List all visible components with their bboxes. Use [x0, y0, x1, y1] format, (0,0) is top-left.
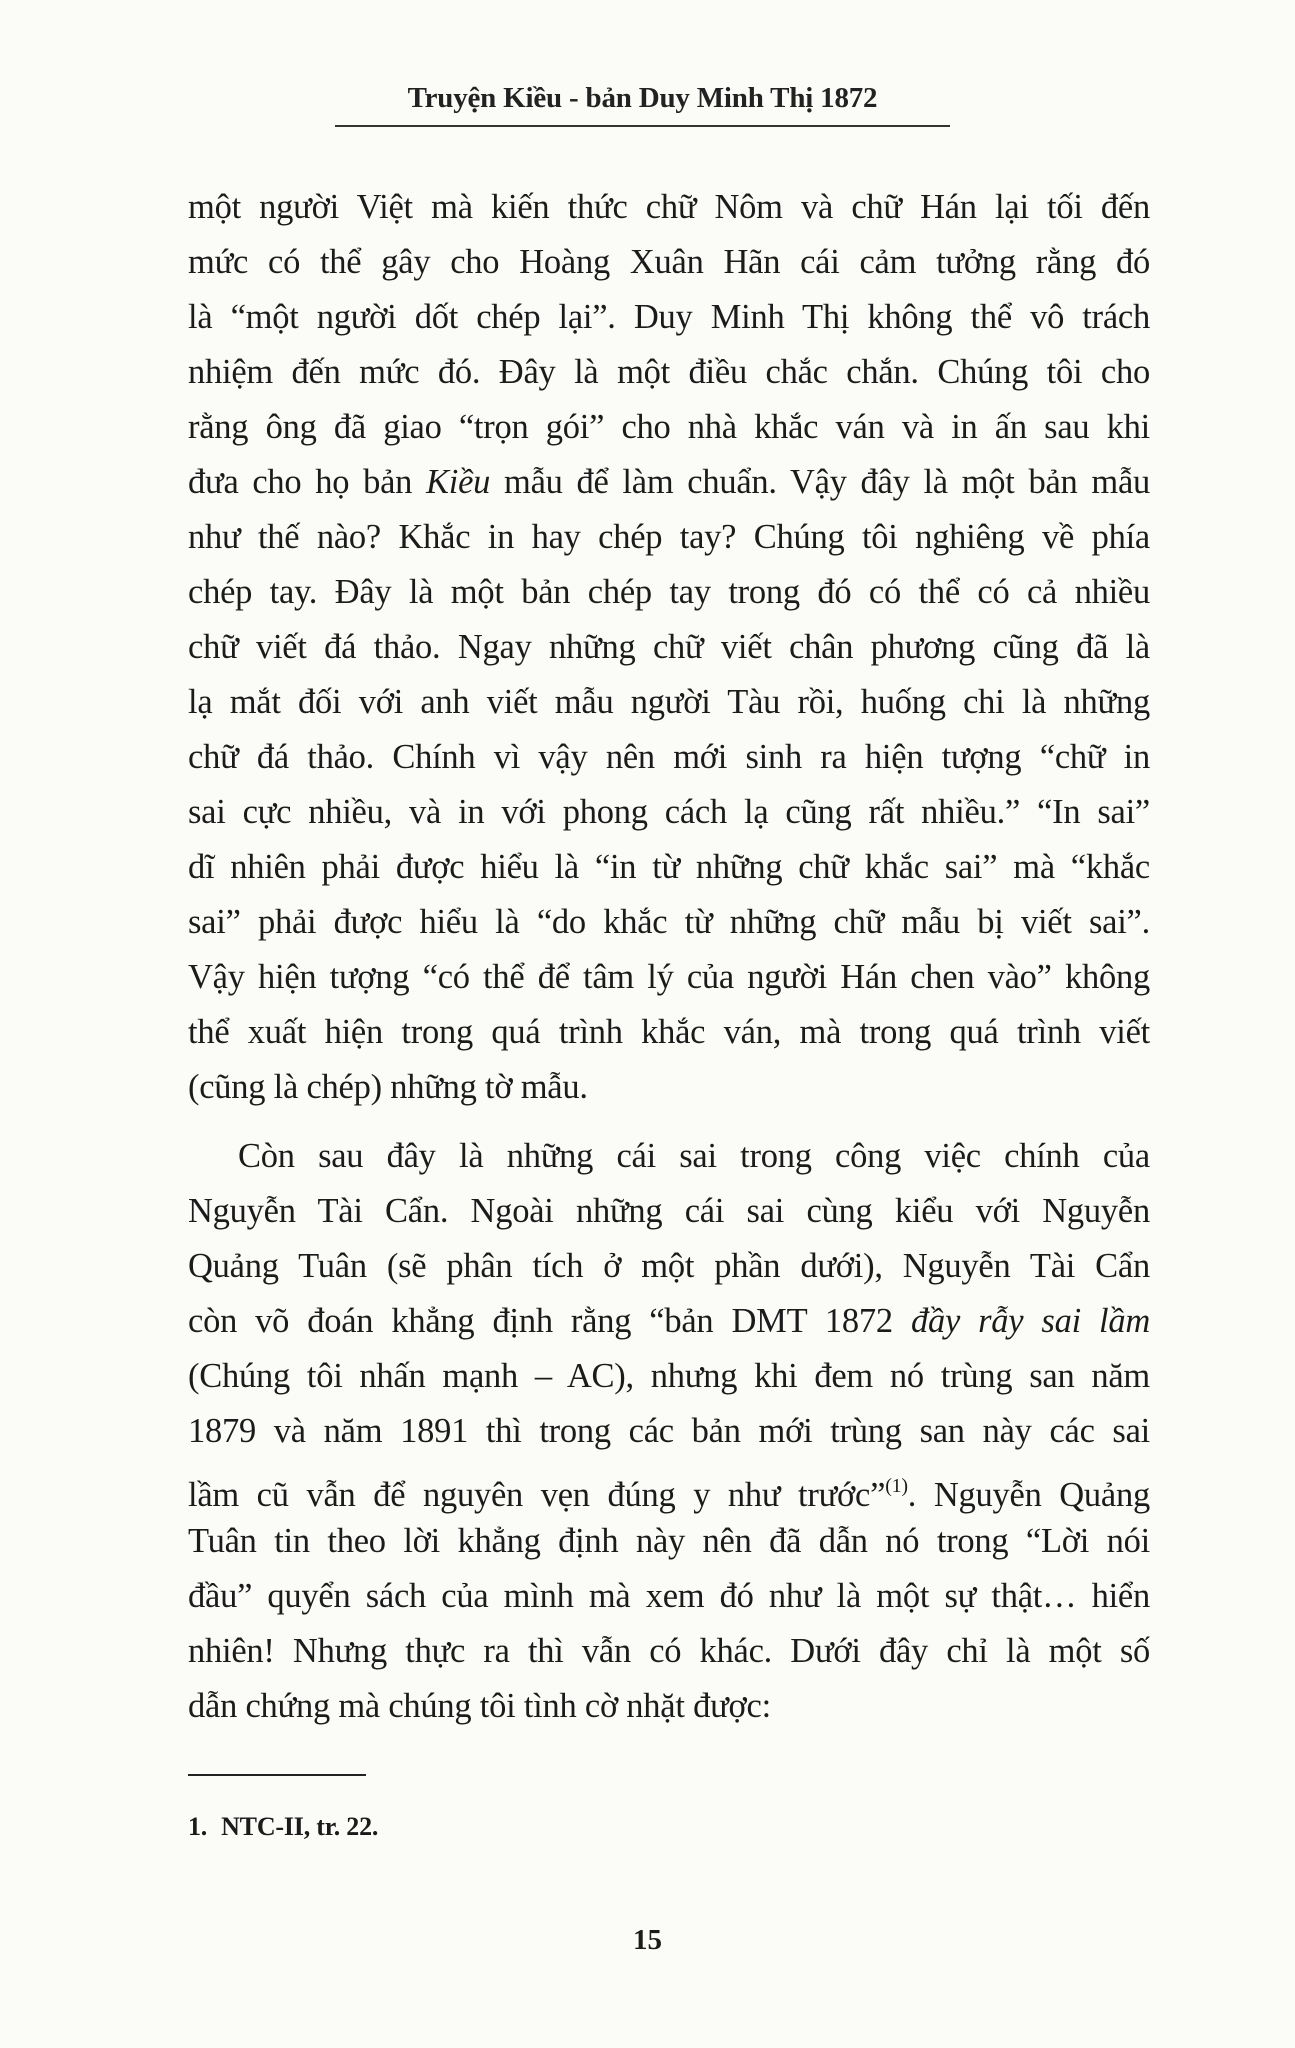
text-segment: Nguyễn Tài Cẩn. Ngoài những cái sai cùng kiểu với Nguyễn [188, 1192, 1150, 1230]
text-line [188, 1294, 1150, 1349]
text-segment: Quảng Tuân (sẽ phân tích ở một phần dưới), Nguyễn Tài Cẩn [188, 1247, 1150, 1285]
text-line [188, 510, 1150, 565]
text-line [188, 840, 1150, 895]
text-segment: nhiên! Nhưng thực ra thì vẫn có khác. Dưới đây chỉ là một số [188, 1632, 1150, 1670]
text-line [188, 620, 1150, 675]
text-line [188, 1239, 1150, 1294]
text-line [188, 1514, 1150, 1569]
footnote-number: 1. [188, 1812, 208, 1841]
text-segment: 1879 và năm 1891 thì trong các bản mới trùng san này các sai [188, 1412, 1150, 1450]
text-line [188, 1184, 1150, 1239]
footnote-rule [188, 1774, 366, 1776]
text-segment: mẫu để làm chuẩn. Vậy đây là một bản mẫu [490, 463, 1151, 501]
text-segment: chép tay. Đây là một bản chép tay trong đó có thể có cả nhiều [188, 573, 1150, 611]
text-line [188, 455, 1150, 510]
italic-text: đầy rẫy sai lầm [910, 1302, 1150, 1340]
text-segment: chữ viết đá thảo. Ngay những chữ viết chân phương cũng đã là [188, 628, 1150, 666]
text-segment: mức có thể gây cho Hoàng Xuân Hãn cái cảm tưởng rằng đó [188, 243, 1150, 281]
page-number: 15 [633, 1924, 662, 1956]
text-line [188, 180, 1150, 235]
header-rule [335, 125, 950, 127]
text-segment: Tuân tin theo lời khẳng định này nên đã dẫn nó trong “Lời nói [188, 1522, 1150, 1560]
footnote [188, 1812, 378, 1842]
text-line [188, 675, 1150, 730]
text-segment: lầm cũ vẫn để nguyên vẹn đúng y như trước” [188, 1476, 886, 1514]
text-segment: Vậy hiện tượng “có thể để tâm lý của người Hán chen vào” không [188, 958, 1150, 996]
text-line [188, 1005, 1150, 1060]
text-line [188, 1060, 1150, 1115]
text-line [188, 290, 1150, 345]
text-line [188, 235, 1150, 290]
text-line [188, 1129, 1150, 1184]
text-line [188, 785, 1150, 840]
text-segment: nhiệm đến mức đó. Đây là một điều chắc chắn. Chúng tôi cho [188, 353, 1150, 391]
text-line [188, 1459, 1150, 1514]
text-segment: một người Việt mà kiến thức chữ Nôm và chữ Hán lại tối đến [188, 188, 1150, 226]
text-line [188, 1679, 1150, 1734]
running-header-title: Truyện Kiều - bản Duy Minh Thị 1872 [407, 82, 878, 114]
text-line [188, 895, 1150, 950]
text-segment: Còn sau đây là những cái sai trong công việc chính của [238, 1137, 1150, 1175]
text-segment: sai” phải được hiểu là “do khắc từ những chữ mẫu bị viết sai”. [188, 903, 1150, 941]
text-segment: còn võ đoán khẳng định rằng “bản DMT 1872 [188, 1302, 911, 1340]
text-segment: đầu” quyển sách của mình mà xem đó như là một sự thật… hiển [188, 1577, 1150, 1615]
italic-text: Kiều [426, 463, 491, 501]
text-segment: . Nguyễn Quảng [907, 1476, 1150, 1514]
footnote-reference: (1) [885, 1475, 908, 1497]
text-line [188, 565, 1150, 620]
text-segment: chữ đá thảo. Chính vì vậy nên mới sinh ra hiện tượng “chữ in [188, 738, 1150, 776]
paragraph [188, 1129, 1150, 1734]
text-line [188, 950, 1150, 1005]
text-line [188, 400, 1150, 455]
paragraph [188, 180, 1150, 1115]
text-line [188, 1569, 1150, 1624]
text-line [188, 1624, 1150, 1679]
text-line [188, 730, 1150, 785]
text-line [188, 345, 1150, 400]
text-segment: rằng ông đã giao “trọn gói” cho nhà khắc ván và in ấn sau khi [188, 408, 1150, 446]
text-segment: (cũng là chép) những tờ mẫu. [188, 1068, 588, 1106]
text-segment: dẫn chứng mà chúng tôi tình cờ nhặt được: [188, 1687, 771, 1725]
text-segment: thể xuất hiện trong quá trình khắc ván, mà trong quá trình viết [188, 1013, 1150, 1051]
text-segment: lạ mắt đối với anh viết mẫu người Tàu rồi, huống chi là những [188, 683, 1150, 721]
text-line [188, 1349, 1150, 1404]
text-line [188, 1404, 1150, 1459]
body-text [188, 180, 1150, 1748]
text-segment: là “một người dốt chép lại”. Duy Minh Thị không thể vô trách [188, 298, 1150, 336]
text-segment: dĩ nhiên phải được hiểu là “in từ những chữ khắc sai” mà “khắc [188, 848, 1150, 886]
text-segment: đưa cho họ bản [188, 463, 427, 501]
text-segment: (Chúng tôi nhấn mạnh – AC), nhưng khi đem nó trùng san năm [188, 1357, 1150, 1395]
footnote-text: NTC-II, tr. 22. [221, 1812, 379, 1841]
text-segment: sai cực nhiều, và in với phong cách lạ cũng rất nhiều.” “In sai” [188, 793, 1150, 831]
text-segment: như thế nào? Khắc in hay chép tay? Chúng tôi nghiêng về phía [188, 518, 1150, 556]
